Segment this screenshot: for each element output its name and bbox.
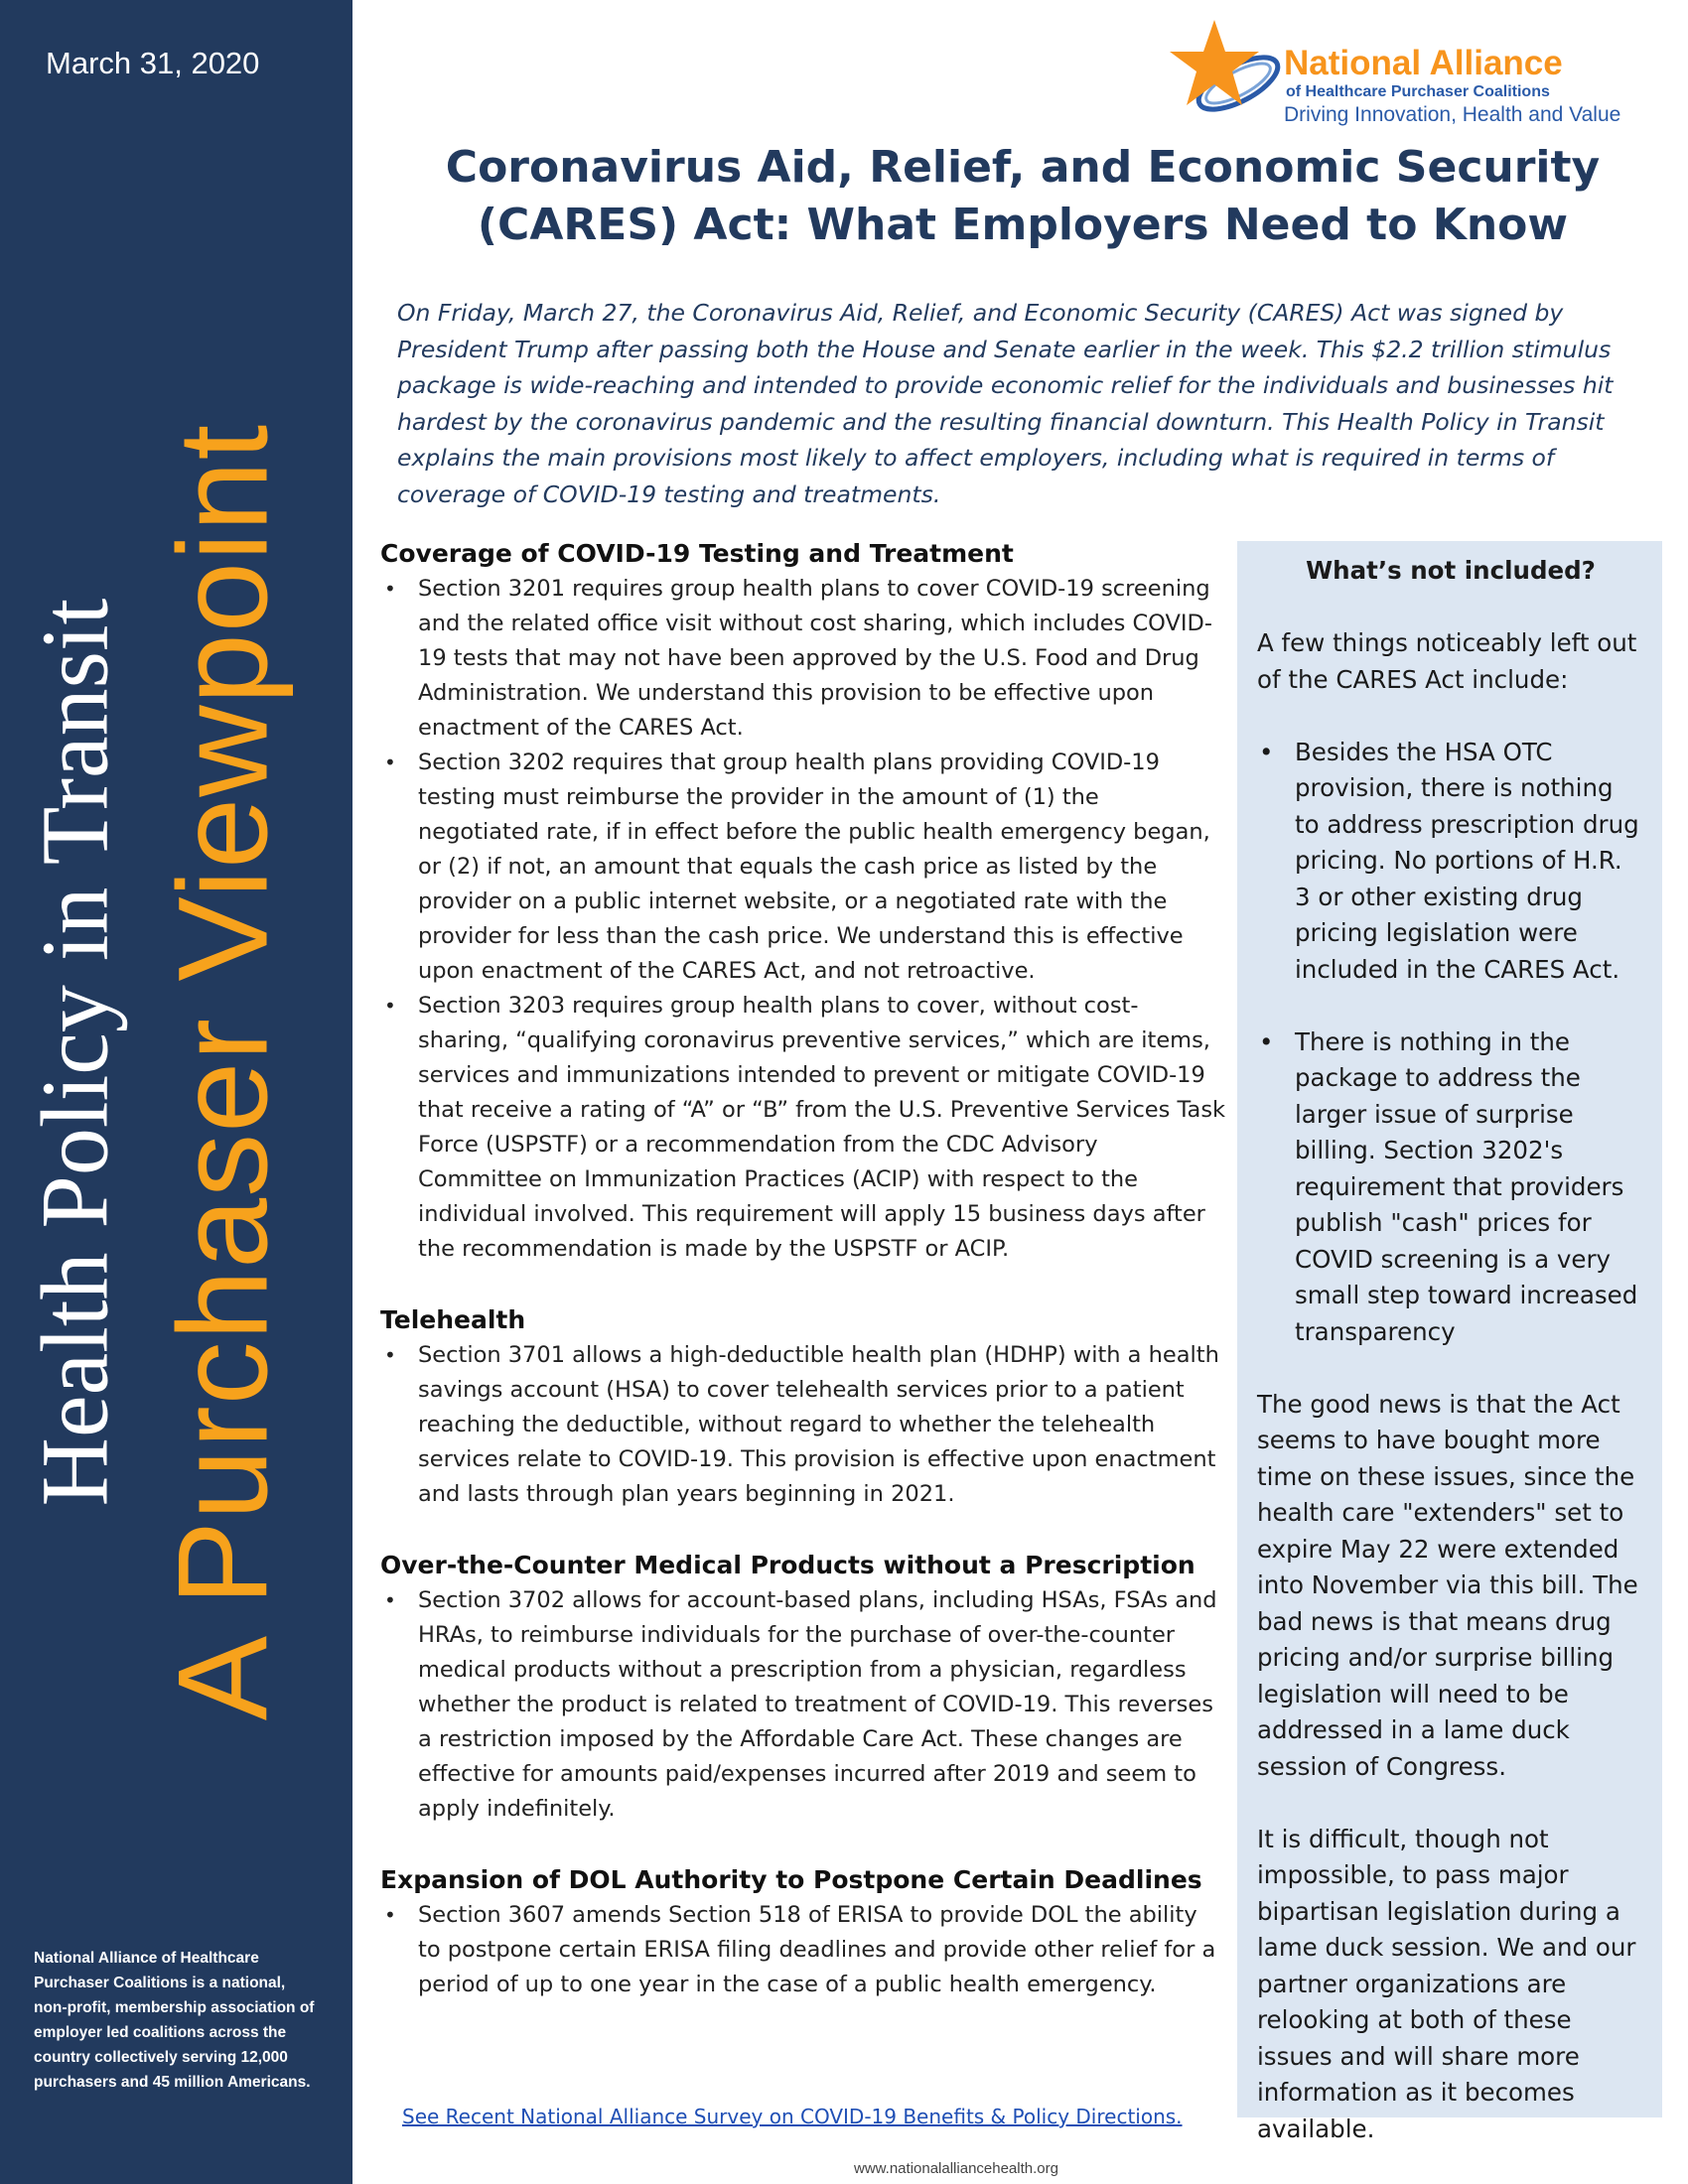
- logo-subtitle: of Healthcare Purchaser Coalitions: [1286, 83, 1550, 100]
- national-alliance-logo: [1167, 18, 1663, 132]
- main-column: [380, 536, 1226, 2002]
- sidebox-bullet-list: [1257, 735, 1644, 1351]
- section-heading-testing: Coverage of COVID-19 Testing and Treatment: [380, 539, 1014, 568]
- logo-name: National Alliance: [1284, 44, 1563, 82]
- sidebox-bullet-drug-pricing: • Besides the HSA OTC provision, there is nothing to address prescription drug pricing. No portions of H.R. 3 or other existing drug pricing legislation were included in the CARES Act.: [1257, 735, 1644, 989]
- sidebox-bullet-surprise-billing: • There is nothing in the package to address the larger issue of surprise billing. Section 3202's requirement that providers publish "cash" prices for COVID screening is a very small step toward increased transparency: [1257, 1024, 1644, 1351]
- sidebar: [0, 0, 352, 2184]
- bullet-section-3701: • Section 3701 allows a high-deductible health plan (HDHP) with a health savings account (HSA) to cover telehealth services prior to a patient reaching the deductible, without regard to whether the telehealth services relate to COVID-19. This provision is effective upon enactment and lasts through plan years beginning in 2021.: [380, 1338, 1226, 1512]
- sidebox-paragraph-lame-duck: It is difficult, though not impossible, to pass major bipartisan legislation during a lame duck session. We and our partner organizations are relooking at both of these issues and will share more information as it becomes available.: [1257, 1824, 1636, 2143]
- bullet-section-3702: • Section 3702 allows for account-based plans, including HSAs, FSAs and HRAs, to reimburse individuals for the purchase of over-the-counter medical products without a prescription from a physician, regardless whether the product is related to treatment of COVID-19. This reverses a restriction imposed by the Affordable Care Act. These changes are effective for amounts paid/expenses incurred after 2019 and seem to apply indefinitely.: [380, 1583, 1226, 1827]
- bullet-list-otc: [380, 1583, 1226, 1827]
- logo-tagline: Driving Innovation, Health and Value: [1284, 103, 1621, 126]
- intro-paragraph: On Friday, March 27, the Coronavirus Aid, Relief, and Economic Security (CARES) Act was signed by President Trump after passing both the House and Senate earlier in the week. This $2.2 trillion stimulus package is wide-reaching and intended to provide economic relief for the individuals and businesses hit hardest by the coronavirus pandemic and the resulting financial downturn. This Health Policy in Transit explains the main provisions most likely to affect employers, including what is required in terms of coverage of COVID-19 testing and treatments.: [397, 299, 1614, 508]
- star-swoosh-icon: [1167, 18, 1296, 132]
- sidebox-intro: A few things noticeably left out of the CARES Act include:: [1257, 628, 1637, 694]
- publication-date: March 31, 2020: [46, 46, 260, 80]
- bullet-section-3203: • Section 3203 requires group health plans to cover, without cost-sharing, “qualifying coronavirus preventive services,” which are items, services and immunizations intended to prevent or mitigate COVID-19 that receive a rating of “A” or “B” from the U.S. Preventive Services Task Force (USPSTF) or a recommendation from the CDC Advisory Committee on Immunization Practices (ACIP) with respect to the individual involved. This requirement will apply 15 business days after the recommendation is made by the USPSTF or ACIP.: [380, 989, 1226, 1267]
- footer-url: www.nationalalliancehealth.org: [854, 2160, 1058, 2177]
- series-title-health-policy: Health Policy in Transit: [21, 598, 128, 1507]
- sidebox-heading: What’s not included?: [1306, 556, 1596, 585]
- bullet-list-dol: [380, 1898, 1226, 2002]
- bullet-section-3607: • Section 3607 amends Section 518 of ERISA to provide DOL the ability to postpone certain ERISA filing deadlines and provide other relief for a period of up to one year in the case of a public health emergency.: [380, 1898, 1226, 2002]
- organization-blurb: National Alliance of Healthcare Purchaser Coalitions is a national, non-profit, membership association of employer led coalitions across the country collectively serving 12,000 purchasers and 45 million Americans.: [34, 1950, 315, 2091]
- sidebox-paragraph-good-news: The good news is that the Act seems to have bought more time on these issues, since the health care "extenders" set to expire May 22 were extended into November via this bill. The bad news is that means drug pricing and/or surprise billing legislation will need to be addressed in a lame duck session of Congress.: [1257, 1389, 1638, 1781]
- section-heading-dol: Expansion of DOL Authority to Postpone Certain Deadlines: [380, 1865, 1202, 1894]
- series-title-purchaser-viewpoint: A Purchaser Viewpoint: [152, 423, 295, 1721]
- sidebar-box-whats-not-included: [1237, 541, 1662, 2143]
- bullet-section-3202: • Section 3202 requires that group health plans providing COVID-19 testing must reimburse the provider in the amount of (1) the negotiated rate, if in effect before the public health emergency began, or (2) if not, an amount that equals the cash price as listed by the provider on a public internet website, or a negotiated rate with the provider for less than the cash price. We understand this is effective upon enactment of the CARES Act, and not retroactive.: [380, 746, 1226, 989]
- survey-link[interactable]: See Recent National Alliance Survey on COVID-19 Benefits & Policy Directions.: [402, 2105, 1183, 2128]
- bullet-section-3201: • Section 3201 requires group health plans to cover COVID-19 screening and the related office visit without cost sharing, which includes COVID-19 tests that may not have been approved by the U.S. Food and Drug Administration. We understand this provision to be effective upon enactment of the CARES Act.: [380, 572, 1226, 746]
- section-heading-otc: Over-the-Counter Medical Products without a Prescription: [380, 1551, 1196, 1579]
- section-heading-telehealth: Telehealth: [380, 1305, 526, 1334]
- document-title: Coronavirus Aid, Relief, and Economic Security (CARES) Act: What Employers Need to Know: [445, 142, 1601, 250]
- bullet-list-telehealth: [380, 1338, 1226, 1512]
- bullet-list-testing: [380, 572, 1226, 1267]
